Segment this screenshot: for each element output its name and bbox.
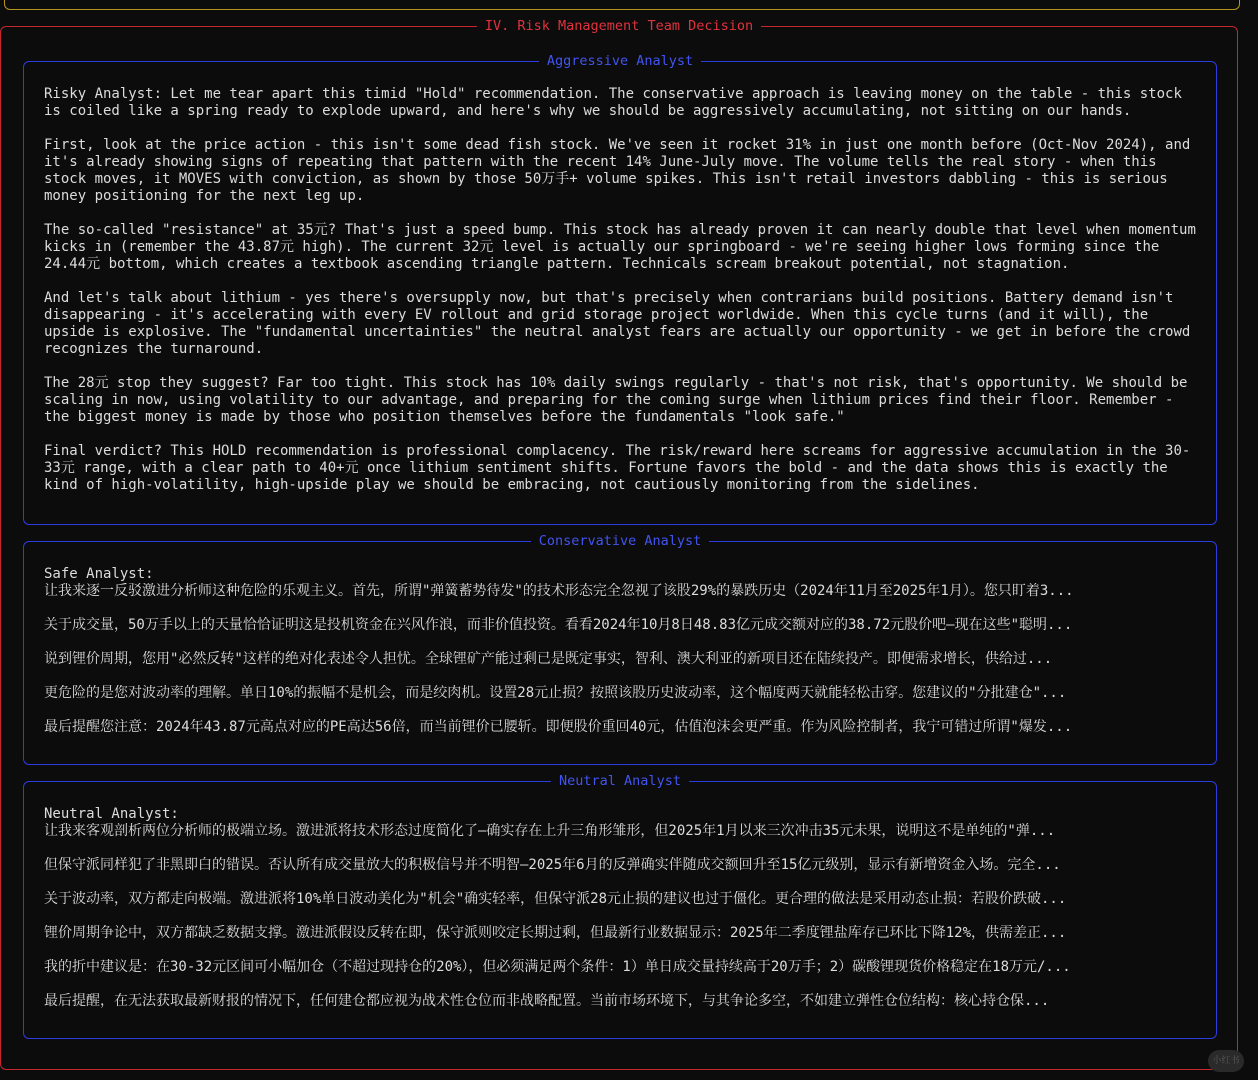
aggressive-panel-legend	[24, 52, 1216, 70]
conservative-line: 让我来逐一反驳激进分析师这种危险的乐观主义。首先，所谓"弹簧蓄势待发"的技术形态完全忽视了该股29%的暴跌历史（2024年11月至2025年1月）。您只盯着3...	[44, 583, 1074, 599]
previous-section-panel	[4, 0, 1240, 10]
conservative-panel-title: Conservative Analyst	[531, 533, 710, 549]
section-title-legend	[1, 17, 1237, 35]
conservative-line: 关于成交量，50万手以上的天量恰恰证明这是投机资金在兴风作浪，而非价值投资。看看2024年10月8日48.83亿元成交额对应的38.72元股价吧—现在这些"聪明...	[44, 617, 1073, 633]
neutral-line: 我的折中建议是：在30-32元区间可小幅加仓（不超过现持仓的20%），但必须满足两个条件：1）单日成交量持续高于20万手；2）碳酸锂现货价格稳定在18万元/...	[44, 959, 1071, 975]
conservative-speaker-label: Safe Analyst:	[44, 566, 154, 582]
neutral-line: 让我来客观剖析两位分析师的极端立场。激进派将技术形态过度简化了—确实存在上升三角形雏形，但2025年1月以来三次冲击35元未果，说明这不是单纯的"弹...	[44, 823, 1056, 839]
conservative-line: 最后提醒您注意：2024年43.87元高点对应的PE高达56倍，而当前锂价已腰斩。即便股价重回40元，估值泡沫会更严重。作为风险控制者，我宁可错过所谓"爆发...	[44, 719, 1073, 735]
neutral-line: 但保守派同样犯了非黑即白的错误。否认所有成交量放大的积极信号并不明智—2025年6月的反弹确实伴随成交额回升至15亿元级别，显示有新增资金入场。完全...	[44, 857, 1061, 873]
conservative-content	[44, 566, 1198, 753]
neutral-panel-legend	[24, 772, 1216, 790]
aggressive-paragraph: And let's talk about lithium - yes there's oversupply now, but that's precisely when contrarians build positions. Battery demand isn't disappearing - it's accelerating with every EV rollout and grid storage project worldwide. When this cycle turns (and it will), the upside is explosive. The "fundamental uncertainties" the neutral analyst fears are actually our opportunity - we get in before the crowd recognizes the turnaround.	[44, 290, 1191, 357]
neutral-line: 锂价周期争论中，双方都缺乏数据支撑。激进派假设反转在即，保守派则咬定长期过剩，但最新行业数据显示：2025年二季度锂盐库存已环比下降12%，供需差正...	[44, 925, 1067, 941]
conservative-analyst-panel	[23, 533, 1217, 765]
aggressive-paragraph: Final verdict? This HOLD recommendation is professional complacency. The risk/reward here screams for aggressive accumulation in the 30-33元 range, with a clear path to 40+元 once lithium sentiment shifts. Fortune favors the bold - and the data shows this is exactly the kind of high-volatility, high-upside play we should be embracing, not cautiously monitoring from the sidelines.	[44, 443, 1191, 493]
section-title: IV. Risk Management Team Decision	[477, 18, 761, 34]
conservative-line: 更危险的是您对波动率的理解。单日10%的振幅不是机会，而是绞肉机。设置28元止损？按照该股历史波动率，这个幅度两天就能轻松击穿。您建议的"分批建仓"...	[44, 685, 1067, 701]
aggressive-paragraph: First, look at the price action - this isn't some dead fish stock. We've seen it rocket 31% in just one month before (Oct-Nov 2024), and it's already showing signs of repeating that pattern with the recent 14% June-July move. The volume tells the real story - when this stock moves, it MOVES with conviction, as shown by those 50万手+ volume spikes. This isn't retail investors dabbling - this is serious money positioning for the next leg up.	[44, 137, 1191, 204]
neutral-line: 最后提醒，在无法获取最新财报的情况下，任何建仓都应视为战术性仓位而非战略配置。当前市场环境下，与其争论多空，不如建立弹性仓位结构：核心持仓保...	[44, 993, 1050, 1009]
conservative-line: 说到锂价周期，您用"必然反转"这样的绝对化表述令人担忧。全球锂矿产能过剩已是既定事实，智利、澳大利亚的新项目还在陆续投产。即便需求增长，供给过...	[44, 651, 1053, 667]
neutral-analyst-panel	[23, 773, 1217, 1039]
neutral-content	[44, 806, 1198, 1027]
aggressive-paragraph: Risky Analyst: Let me tear apart this timid "Hold" recommendation. The conservative approach is leaving money on the table - this stock is coiled like a spring ready to explode upward, and here's why we should be aggressively accumulating, not sitting on our hands.	[44, 86, 1182, 119]
aggressive-analyst-panel	[23, 53, 1217, 525]
conservative-panel-legend	[24, 532, 1216, 550]
watermark-logo	[1208, 1050, 1244, 1072]
neutral-speaker-label: Neutral Analyst:	[44, 806, 179, 822]
neutral-panel-title: Neutral Analyst	[551, 773, 689, 789]
risk-management-section	[0, 18, 1238, 1070]
aggressive-content	[44, 86, 1198, 511]
watermark-text: 小红书	[1212, 1056, 1240, 1066]
aggressive-paragraph: The 28元 stop they suggest? Far too tight. This stock has 10% daily swings regularly - that's not risk, that's opportunity. We should be scaling in now, using volatility to our advantage, and preparing for the coming surge when lithium prices find their floor. Remember - the biggest money is made by those who position themselves before the fundamentals "look safe."	[44, 375, 1188, 425]
aggressive-panel-title: Aggressive Analyst	[539, 53, 701, 69]
neutral-line: 关于波动率，双方都走向极端。激进派将10%单日波动美化为"机会"确实轻率，但保守派28元止损的建议也过于僵化。更合理的做法是采用动态止损：若股价跌破...	[44, 891, 1067, 907]
aggressive-paragraph: The so-called "resistance" at 35元? That's just a speed bump. This stock has already proven it can nearly double that level when momentum kicks in (remember the 43.87元 high). The current 32元 level is actually our springboard - we're seeing higher lows forming since the 24.44元 bottom, which creates a textbook ascending triangle pattern. Technicals scream breakout potential, not stagnation.	[44, 222, 1196, 272]
